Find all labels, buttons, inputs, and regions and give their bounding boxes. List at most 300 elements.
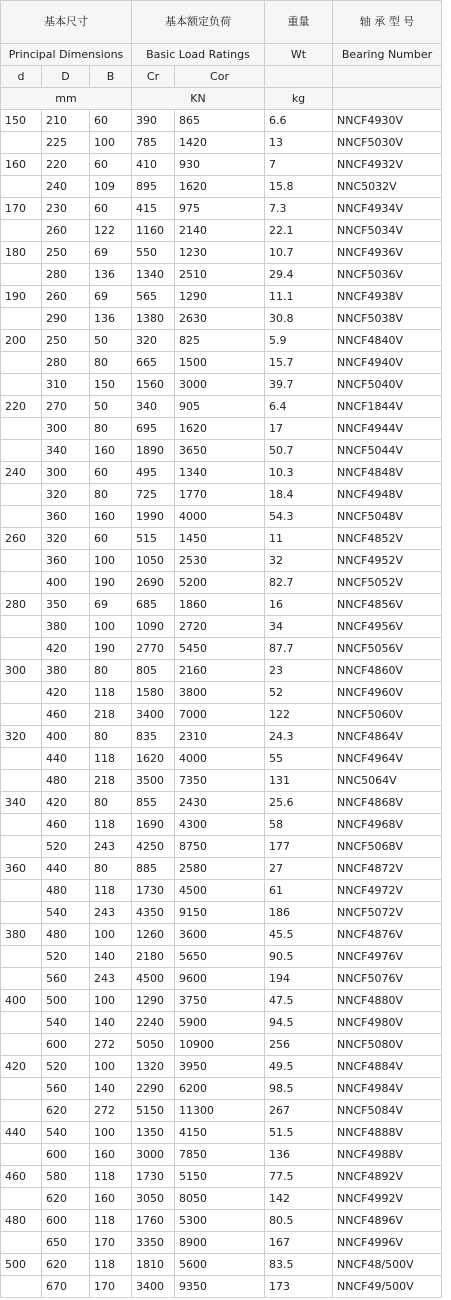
cell-width-B: 69: [90, 594, 132, 616]
cell-width-B: 272: [90, 1100, 132, 1122]
cell-cor: 10900: [175, 1034, 265, 1056]
cell-width-B: 50: [90, 396, 132, 418]
cell-bore-d: [1, 264, 42, 286]
table-row: [1, 748, 442, 770]
header-bearing-en: Bearing Number: [333, 44, 442, 66]
cell-cor: 9350: [175, 1276, 265, 1298]
cell-bearing-number: NNCF5034V: [333, 220, 442, 242]
cell-width-B: 100: [90, 1122, 132, 1144]
table-row: [1, 1232, 442, 1254]
cell-bore-d: 190: [1, 286, 42, 308]
cell-cr: 390: [132, 110, 175, 132]
cell-bearing-number: NNCF4968V: [333, 814, 442, 836]
cell-weight: 10.7: [265, 242, 333, 264]
cell-bearing-number: NNCF5044V: [333, 440, 442, 462]
cell-bore-d: [1, 682, 42, 704]
cell-cor: 5200: [175, 572, 265, 594]
cell-cr: 895: [132, 176, 175, 198]
cell-cr: 1050: [132, 550, 175, 572]
header-col-B: B: [90, 66, 132, 88]
cell-width-B: 50: [90, 330, 132, 352]
cell-outer-D: 620: [42, 1100, 90, 1122]
cell-weight: 15.7: [265, 352, 333, 374]
cell-cor: 1420: [175, 132, 265, 154]
cell-weight: 49.5: [265, 1056, 333, 1078]
cell-bore-d: [1, 484, 42, 506]
cell-width-B: 60: [90, 110, 132, 132]
cell-cr: 855: [132, 792, 175, 814]
cell-weight: 47.5: [265, 990, 333, 1012]
cell-bore-d: 280: [1, 594, 42, 616]
cell-outer-D: 600: [42, 1144, 90, 1166]
cell-weight: 142: [265, 1188, 333, 1210]
cell-width-B: 122: [90, 220, 132, 242]
cell-cr: 1320: [132, 1056, 175, 1078]
cell-cor: 1860: [175, 594, 265, 616]
cell-outer-D: 600: [42, 1210, 90, 1232]
cell-cor: 865: [175, 110, 265, 132]
cell-width-B: 136: [90, 308, 132, 330]
cell-cor: 2140: [175, 220, 265, 242]
cell-cr: 2240: [132, 1012, 175, 1034]
table-row: [1, 198, 442, 220]
cell-bore-d: [1, 946, 42, 968]
table-row: [1, 286, 442, 308]
cell-width-B: 109: [90, 176, 132, 198]
cell-weight: 17: [265, 418, 333, 440]
cell-outer-D: 360: [42, 506, 90, 528]
header-unit-mm: mm: [1, 88, 132, 110]
cell-outer-D: 225: [42, 132, 90, 154]
cell-cor: 5150: [175, 1166, 265, 1188]
cell-bore-d: [1, 440, 42, 462]
header-bearing-cn: 轴 承 型 号: [333, 1, 442, 44]
cell-bearing-number: NNCF4896V: [333, 1210, 442, 1232]
cell-cor: 11300: [175, 1100, 265, 1122]
cell-weight: 5.9: [265, 330, 333, 352]
table-row: [1, 770, 442, 792]
cell-width-B: 160: [90, 1188, 132, 1210]
cell-bore-d: 160: [1, 154, 42, 176]
cell-cr: 1890: [132, 440, 175, 462]
cell-bearing-number: NNCF4938V: [333, 286, 442, 308]
cell-cr: 4500: [132, 968, 175, 990]
cell-cor: 3000: [175, 374, 265, 396]
header-col-d: d: [1, 66, 42, 88]
cell-cor: 1230: [175, 242, 265, 264]
cell-cor: 1340: [175, 462, 265, 484]
cell-cr: 3400: [132, 704, 175, 726]
cell-bore-d: [1, 1188, 42, 1210]
cell-bore-d: 170: [1, 198, 42, 220]
header-row-symbols: [1, 66, 442, 88]
cell-weight: 173: [265, 1276, 333, 1298]
header-row-units: [1, 88, 442, 110]
header-dimensions-en: Principal Dimensions: [1, 44, 132, 66]
header-unit-kg: kg: [265, 88, 333, 110]
cell-outer-D: 540: [42, 902, 90, 924]
cell-weight: 32: [265, 550, 333, 572]
cell-cor: 930: [175, 154, 265, 176]
table-row: [1, 858, 442, 880]
cell-cr: 3050: [132, 1188, 175, 1210]
cell-cr: 3500: [132, 770, 175, 792]
cell-outer-D: 540: [42, 1122, 90, 1144]
cell-outer-D: 520: [42, 946, 90, 968]
cell-weight: 98.5: [265, 1078, 333, 1100]
header-col-D: D: [42, 66, 90, 88]
table-row: [1, 1210, 442, 1232]
cell-weight: 16: [265, 594, 333, 616]
cell-cr: 1160: [132, 220, 175, 242]
cell-cor: 2630: [175, 308, 265, 330]
cell-bore-d: [1, 638, 42, 660]
cell-bearing-number: NNCF4840V: [333, 330, 442, 352]
cell-cor: 5300: [175, 1210, 265, 1232]
cell-cor: 2160: [175, 660, 265, 682]
cell-cor: 3800: [175, 682, 265, 704]
header-dimensions-cn: 基本尺寸: [1, 1, 132, 44]
cell-bore-d: 180: [1, 242, 42, 264]
cell-bearing-number: NNCF4848V: [333, 462, 442, 484]
table-row: [1, 418, 442, 440]
cell-cr: 320: [132, 330, 175, 352]
cell-bore-d: [1, 220, 42, 242]
cell-outer-D: 400: [42, 572, 90, 594]
cell-bearing-number: NNCF4980V: [333, 1012, 442, 1034]
cell-bearing-number: NNCF4956V: [333, 616, 442, 638]
cell-bore-d: [1, 374, 42, 396]
table-row: [1, 946, 442, 968]
cell-width-B: 100: [90, 1056, 132, 1078]
cell-bearing-number: NNCF4972V: [333, 880, 442, 902]
cell-weight: 267: [265, 1100, 333, 1122]
cell-cor: 6200: [175, 1078, 265, 1100]
cell-width-B: 272: [90, 1034, 132, 1056]
cell-weight: 83.5: [265, 1254, 333, 1276]
cell-weight: 131: [265, 770, 333, 792]
cell-bearing-number: NNCF4948V: [333, 484, 442, 506]
table-row: [1, 1012, 442, 1034]
cell-width-B: 243: [90, 836, 132, 858]
cell-width-B: 100: [90, 924, 132, 946]
header-row-en: [1, 44, 442, 66]
cell-outer-D: 230: [42, 198, 90, 220]
cell-bore-d: 400: [1, 990, 42, 1012]
cell-bearing-number: NNCF4936V: [333, 242, 442, 264]
cell-cr: 1380: [132, 308, 175, 330]
cell-width-B: 100: [90, 132, 132, 154]
table-row: [1, 220, 442, 242]
cell-width-B: 60: [90, 462, 132, 484]
cell-outer-D: 300: [42, 462, 90, 484]
cell-weight: 52: [265, 682, 333, 704]
cell-cr: 1730: [132, 1166, 175, 1188]
table-row: [1, 616, 442, 638]
cell-bearing-number: NNCF4856V: [333, 594, 442, 616]
cell-bearing-number: NNCF4876V: [333, 924, 442, 946]
cell-bearing-number: NNCF5072V: [333, 902, 442, 924]
table-row: [1, 990, 442, 1012]
cell-width-B: 69: [90, 286, 132, 308]
cell-cr: 1690: [132, 814, 175, 836]
cell-width-B: 100: [90, 616, 132, 638]
cell-bearing-number: NNCF4880V: [333, 990, 442, 1012]
cell-outer-D: 520: [42, 836, 90, 858]
cell-outer-D: 310: [42, 374, 90, 396]
cell-weight: 61: [265, 880, 333, 902]
cell-bearing-number: NNCF5052V: [333, 572, 442, 594]
cell-bearing-number: NNCF48/500V: [333, 1254, 442, 1276]
cell-outer-D: 340: [42, 440, 90, 462]
cell-width-B: 218: [90, 770, 132, 792]
cell-width-B: 100: [90, 990, 132, 1012]
cell-bore-d: 220: [1, 396, 42, 418]
cell-bore-d: 480: [1, 1210, 42, 1232]
cell-cr: 415: [132, 198, 175, 220]
cell-cr: 1290: [132, 990, 175, 1012]
table-row: [1, 242, 442, 264]
cell-cr: 665: [132, 352, 175, 374]
cell-bearing-number: NNCF4892V: [333, 1166, 442, 1188]
table-row: [1, 550, 442, 572]
cell-outer-D: 560: [42, 968, 90, 990]
cell-weight: 80.5: [265, 1210, 333, 1232]
cell-outer-D: 380: [42, 660, 90, 682]
cell-bore-d: [1, 748, 42, 770]
cell-cor: 3650: [175, 440, 265, 462]
cell-bore-d: 240: [1, 462, 42, 484]
table-row: [1, 264, 442, 286]
table-row: [1, 528, 442, 550]
header-load-en: Basic Load Ratings: [132, 44, 265, 66]
cell-cr: 1560: [132, 374, 175, 396]
cell-bore-d: [1, 132, 42, 154]
cell-weight: 25.6: [265, 792, 333, 814]
cell-width-B: 118: [90, 1254, 132, 1276]
cell-bore-d: [1, 418, 42, 440]
cell-outer-D: 420: [42, 792, 90, 814]
cell-cor: 2530: [175, 550, 265, 572]
cell-cr: 2770: [132, 638, 175, 660]
cell-bearing-number: NNCF5080V: [333, 1034, 442, 1056]
cell-width-B: 118: [90, 1166, 132, 1188]
header-load-cn: 基本额定负荷: [132, 1, 265, 44]
cell-width-B: 140: [90, 946, 132, 968]
cell-bore-d: 200: [1, 330, 42, 352]
cell-cr: 785: [132, 132, 175, 154]
cell-cor: 8050: [175, 1188, 265, 1210]
cell-outer-D: 670: [42, 1276, 90, 1298]
cell-weight: 30.8: [265, 308, 333, 330]
table-row: [1, 924, 442, 946]
header-col-bearing-empty: [333, 66, 442, 88]
cell-bearing-number: NNCF5068V: [333, 836, 442, 858]
cell-weight: 136: [265, 1144, 333, 1166]
cell-cr: 1810: [132, 1254, 175, 1276]
cell-bore-d: 340: [1, 792, 42, 814]
cell-bore-d: 460: [1, 1166, 42, 1188]
cell-outer-D: 480: [42, 924, 90, 946]
table-row: [1, 176, 442, 198]
cell-weight: 90.5: [265, 946, 333, 968]
cell-bearing-number: NNCF4864V: [333, 726, 442, 748]
cell-cor: 8900: [175, 1232, 265, 1254]
cell-cor: 5900: [175, 1012, 265, 1034]
cell-outer-D: 580: [42, 1166, 90, 1188]
table-row: [1, 594, 442, 616]
cell-outer-D: 420: [42, 682, 90, 704]
cell-outer-D: 500: [42, 990, 90, 1012]
cell-cr: 515: [132, 528, 175, 550]
cell-cr: 1350: [132, 1122, 175, 1144]
table-row: [1, 1122, 442, 1144]
cell-bore-d: 420: [1, 1056, 42, 1078]
cell-outer-D: 480: [42, 770, 90, 792]
cell-bearing-number: NNCF4984V: [333, 1078, 442, 1100]
cell-width-B: 118: [90, 748, 132, 770]
cell-weight: 7.3: [265, 198, 333, 220]
cell-outer-D: 280: [42, 264, 90, 286]
cell-cor: 3600: [175, 924, 265, 946]
cell-cor: 1620: [175, 418, 265, 440]
table-row: [1, 682, 442, 704]
cell-width-B: 118: [90, 814, 132, 836]
cell-outer-D: 260: [42, 220, 90, 242]
cell-bore-d: 300: [1, 660, 42, 682]
cell-cr: 3350: [132, 1232, 175, 1254]
cell-cor: 5650: [175, 946, 265, 968]
cell-cor: 975: [175, 198, 265, 220]
cell-bearing-number: NNCF4934V: [333, 198, 442, 220]
cell-outer-D: 520: [42, 1056, 90, 1078]
cell-weight: 10.3: [265, 462, 333, 484]
table-row: [1, 484, 442, 506]
cell-bearing-number: NNCF4932V: [333, 154, 442, 176]
cell-bearing-number: NNCF4868V: [333, 792, 442, 814]
cell-cor: 3750: [175, 990, 265, 1012]
cell-width-B: 60: [90, 528, 132, 550]
cell-cr: 725: [132, 484, 175, 506]
table-row: [1, 704, 442, 726]
cell-cor: 9600: [175, 968, 265, 990]
cell-width-B: 100: [90, 550, 132, 572]
cell-weight: 24.3: [265, 726, 333, 748]
cell-outer-D: 440: [42, 748, 90, 770]
table-row: [1, 308, 442, 330]
cell-cr: 1340: [132, 264, 175, 286]
header-col-cor: Cor: [175, 66, 265, 88]
cell-cor: 7850: [175, 1144, 265, 1166]
cell-cor: 4300: [175, 814, 265, 836]
table-header: [1, 1, 442, 110]
table-row: [1, 792, 442, 814]
cell-bearing-number: NNCF4996V: [333, 1232, 442, 1254]
cell-outer-D: 540: [42, 1012, 90, 1034]
cell-width-B: 140: [90, 1012, 132, 1034]
cell-cor: 3950: [175, 1056, 265, 1078]
cell-bearing-number: NNCF4930V: [333, 110, 442, 132]
cell-cr: 2290: [132, 1078, 175, 1100]
cell-width-B: 69: [90, 242, 132, 264]
cell-outer-D: 270: [42, 396, 90, 418]
cell-cr: 1760: [132, 1210, 175, 1232]
table-row: [1, 352, 442, 374]
cell-width-B: 190: [90, 638, 132, 660]
cell-bore-d: [1, 836, 42, 858]
cell-weight: 39.7: [265, 374, 333, 396]
cell-bearing-number: NNCF49/500V: [333, 1276, 442, 1298]
cell-outer-D: 420: [42, 638, 90, 660]
table-row: [1, 880, 442, 902]
header-unit-kn: KN: [132, 88, 265, 110]
cell-width-B: 80: [90, 660, 132, 682]
cell-width-B: 136: [90, 264, 132, 286]
cell-cor: 2720: [175, 616, 265, 638]
cell-cr: 805: [132, 660, 175, 682]
cell-outer-D: 240: [42, 176, 90, 198]
table-row: [1, 506, 442, 528]
cell-bearing-number: NNCF5056V: [333, 638, 442, 660]
cell-bore-d: [1, 1232, 42, 1254]
cell-cr: 1580: [132, 682, 175, 704]
cell-weight: 50.7: [265, 440, 333, 462]
cell-bearing-number: NNCF4940V: [333, 352, 442, 374]
cell-bore-d: 150: [1, 110, 42, 132]
cell-bore-d: [1, 1276, 42, 1298]
table-row: [1, 396, 442, 418]
cell-cr: 495: [132, 462, 175, 484]
cell-weight: 167: [265, 1232, 333, 1254]
cell-cr: 1730: [132, 880, 175, 902]
table-row: [1, 836, 442, 858]
cell-bearing-number: NNCF4884V: [333, 1056, 442, 1078]
cell-bearing-number: NNCF4964V: [333, 748, 442, 770]
cell-cr: 4250: [132, 836, 175, 858]
cell-weight: 11: [265, 528, 333, 550]
cell-weight: 177: [265, 836, 333, 858]
cell-width-B: 190: [90, 572, 132, 594]
table-row: [1, 1100, 442, 1122]
cell-outer-D: 280: [42, 352, 90, 374]
cell-bearing-number: NNC5032V: [333, 176, 442, 198]
cell-cr: 2690: [132, 572, 175, 594]
cell-bore-d: 360: [1, 858, 42, 880]
cell-cr: 685: [132, 594, 175, 616]
table-row: [1, 110, 442, 132]
cell-weight: 122: [265, 704, 333, 726]
cell-bore-d: [1, 176, 42, 198]
cell-cr: 695: [132, 418, 175, 440]
cell-cr: 885: [132, 858, 175, 880]
cell-weight: 18.4: [265, 484, 333, 506]
table-row: [1, 1254, 442, 1276]
cell-bearing-number: NNCF4952V: [333, 550, 442, 572]
cell-width-B: 160: [90, 506, 132, 528]
cell-cr: 1260: [132, 924, 175, 946]
header-col-wt-empty: [265, 66, 333, 88]
cell-bearing-number: NNCF4988V: [333, 1144, 442, 1166]
cell-outer-D: 560: [42, 1078, 90, 1100]
cell-width-B: 80: [90, 726, 132, 748]
cell-outer-D: 620: [42, 1254, 90, 1276]
cell-cor: 8750: [175, 836, 265, 858]
cell-bore-d: 500: [1, 1254, 42, 1276]
cell-width-B: 218: [90, 704, 132, 726]
cell-cr: 3000: [132, 1144, 175, 1166]
table-row: [1, 462, 442, 484]
cell-width-B: 160: [90, 440, 132, 462]
